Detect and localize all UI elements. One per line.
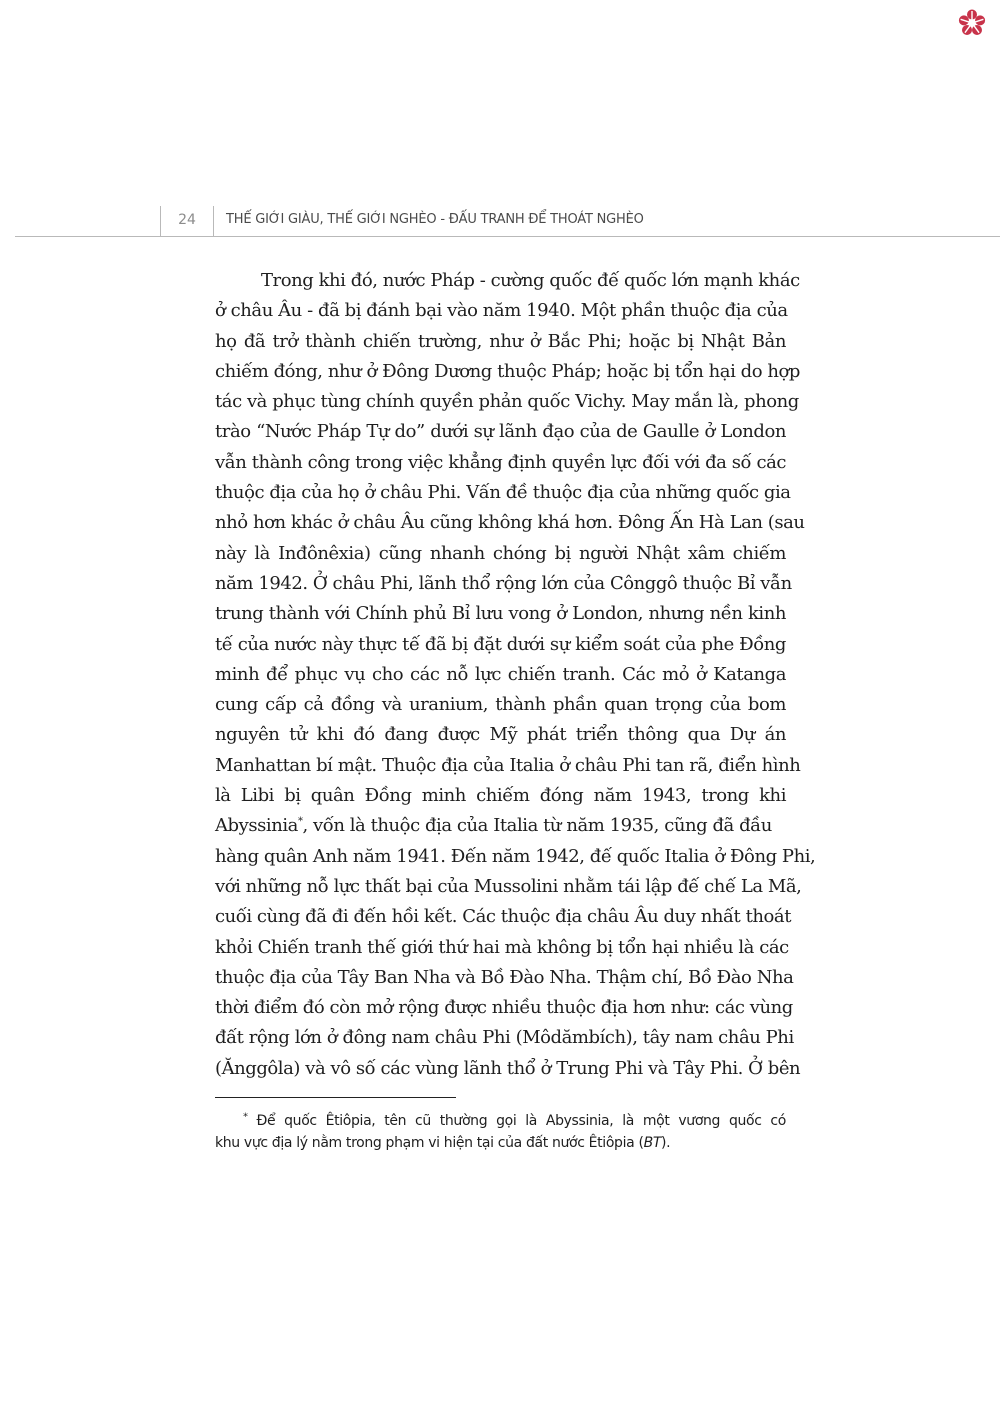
- body-paragraph: [215, 266, 816, 1084]
- text-line: chiếm đóng, như ở Đông Dương thuộc Pháp; hoặc bị tổn hại do hợp: [215, 360, 800, 382]
- footnote-text: ).: [661, 1135, 671, 1151]
- text-line: Manhattan bí mật. Thuộc địa của Italia ở châu Phi tan rã, điển hình: [215, 754, 801, 776]
- text-line: hàng quân Anh năm 1941. Đến năm 1942, đế quốc Italia ở Đông Phi,: [215, 845, 816, 867]
- text-line: (Ănggôla) và vô số các vùng lãnh thổ ở Trung Phi và Tây Phi. Ở bên: [215, 1057, 801, 1079]
- footnote-line: [215, 1110, 786, 1132]
- footnote-line: [215, 1132, 786, 1154]
- text-line: vẫn thành công trong việc khẳng định quyền lực đối với đa số các: [215, 451, 786, 473]
- text-line: tác và phục tùng chính quyền phản quốc Vichy. May mắn là, phong: [215, 391, 799, 413]
- text-line: minh để phục vụ cho các nỗ lực chiến tranh. Các mỏ ở Katanga: [215, 663, 786, 685]
- footnote: [215, 1110, 786, 1154]
- header-divider: [15, 236, 1000, 237]
- footnote-text: Để quốc Êtiôpia, tên cũ thường gọi là Abyssinia, là một vương quốc có: [256, 1113, 786, 1129]
- text-line-rest: , vốn là thuộc địa của Italia từ năm 1935, cũng đã đầu: [302, 815, 772, 837]
- text-line: đất rộng lớn ở đông nam châu Phi (Môdămbích), tây nam châu Phi: [215, 1027, 794, 1049]
- abyssinia-word: Abyssinia: [215, 815, 298, 837]
- text-line: nguyên tử khi đó đang được Mỹ phát triển thông qua Dự án: [215, 724, 786, 746]
- text-line: với những nỗ lực thất bại của Mussolini nhằm tái lập đế chế La Mã,: [215, 875, 802, 897]
- text-line: thuộc địa của Tây Ban Nha và Bồ Đào Nha. Thậm chí, Bồ Đào Nha: [215, 966, 794, 988]
- text-line: [215, 811, 786, 841]
- text-line: trung thành với Chính phủ Bỉ lưu vong ở London, nhưng nền kinh: [215, 603, 786, 625]
- text-line: năm 1942. Ở châu Phi, lãnh thổ rộng lớn của Cônggô thuộc Bỉ vẫn: [215, 572, 792, 594]
- text-line: ở châu Âu - đã bị đánh bại vào năm 1940. Một phần thuộc địa của: [215, 300, 788, 322]
- text-line: cuối cùng đã đi đến hồi kết. Các thuộc địa châu Âu duy nhất thoát: [215, 906, 791, 928]
- text-line: trào “Nước Pháp Tự do” dưới sự lãnh đạo của de Gaulle ở London: [215, 421, 786, 443]
- text-line: cung cấp cả đồng và uranium, thành phần quan trọng của bom: [215, 694, 786, 716]
- page-number: 24: [178, 212, 196, 228]
- footnote-italic: BT: [643, 1135, 662, 1151]
- text-line: là Libi bị quân Đồng minh chiếm đóng năm 1943, trong khi: [215, 785, 786, 807]
- text-line: tế của nước này thực tế đã bị đặt dưới sự kiểm soát của phe Đồng: [215, 633, 786, 655]
- text-line: Trong khi đó, nước Pháp - cường quốc đế quốc lớn mạnh khác: [261, 270, 800, 291]
- text-line: thuộc địa của họ ở châu Phi. Vấn đề thuộc địa của những quốc gia: [215, 482, 791, 504]
- footnote-marker: *: [243, 1111, 248, 1123]
- text-line: họ đã trở thành chiến trường, như ở Bắc Phi; hoặc bị Nhật Bản: [215, 330, 786, 352]
- text-line: nhỏ hơn khác ở châu Âu cũng không khá hơn. Đông Ấn Hà Lan (sau: [215, 512, 805, 534]
- footnote-text: khu vực địa lý nằm trong phạm vi hiện tại của đất nước Êtiôpia (: [215, 1135, 644, 1151]
- text-line: này là Inđônêxia) cũng nhanh chóng bị người Nhật xâm chiếm: [215, 542, 786, 564]
- flower-logo-icon: [957, 8, 987, 38]
- text-line: khỏi Chiến tranh thế giới thứ hai mà không bị tổn hại nhiều là các: [215, 936, 789, 958]
- footnote-reference[interactable]: *: [297, 816, 303, 828]
- footnote-divider: [215, 1097, 456, 1098]
- text-line: thời điểm đó còn mở rộng được nhiều thuộc địa hơn như: các vùng: [215, 997, 793, 1019]
- running-title: THẾ GIỚI GIÀU, THẾ GIỚI NGHÈO - ĐẤU TRANH ĐỂ THOÁT NGHÈO: [226, 212, 644, 227]
